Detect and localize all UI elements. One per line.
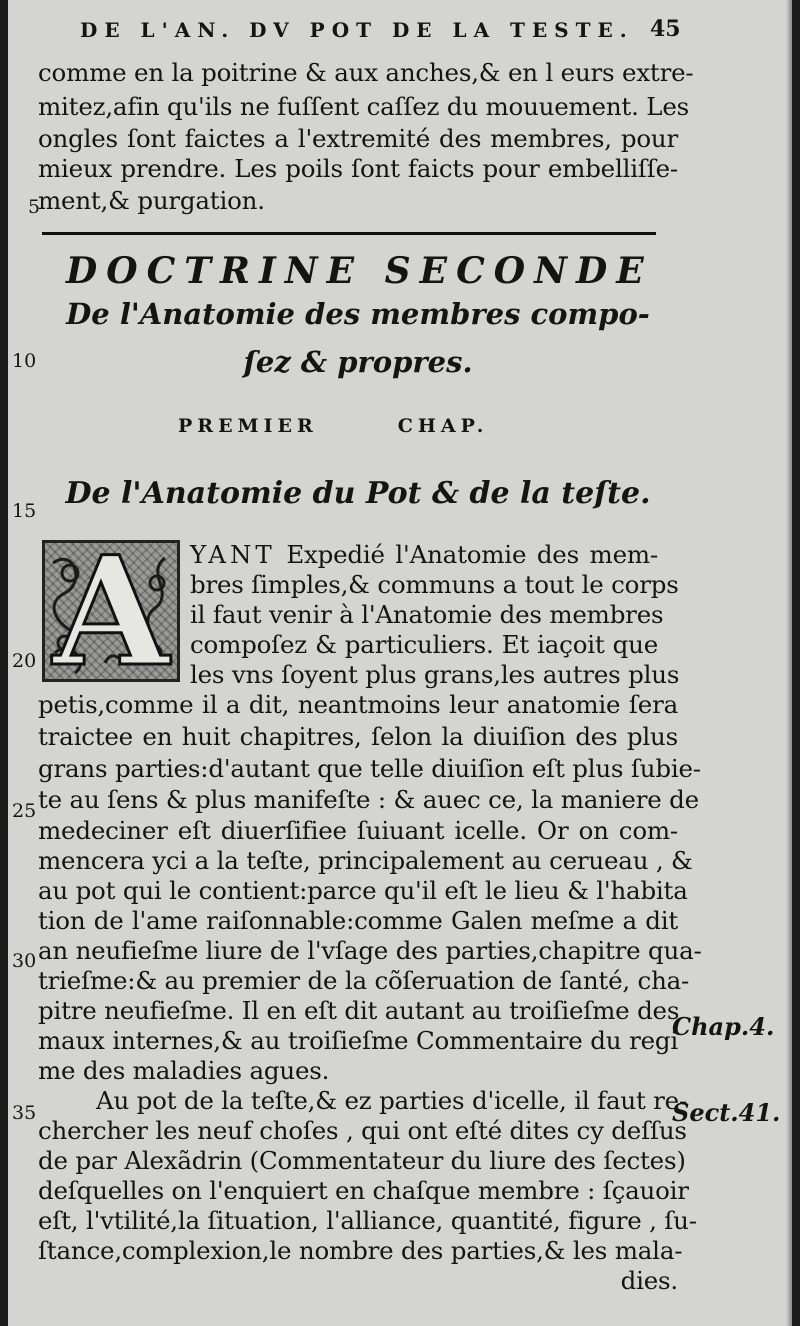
- chapter-heading: [178, 415, 488, 437]
- text-line: mieux prendre. Les poils ſont faicts pour embelliſſe-: [38, 154, 678, 183]
- text-line: au pot qui le contient:parce qu'il eſt le lieu & l'habita: [38, 876, 688, 905]
- text-line: pitre neufieſme. Il en eſt dit autant au troiſieſme des: [38, 996, 680, 1025]
- text-line: les vns ſoyent plus grans,les autres plus: [190, 660, 680, 689]
- text-line: chercher les neuf choſes , qui ont eſté dites cy deſſus: [38, 1116, 687, 1145]
- doctrine-subtitle-line: De l'Anatomie des membres compo-: [66, 297, 650, 331]
- text-line: grans parties:d'autant que telle diuiſion eſt plus ſubie-: [38, 754, 701, 783]
- line-number: 20: [12, 650, 37, 672]
- text-line: [190, 540, 658, 569]
- text-line: deſquelles on l'enquiert en chaſque membre : ſçauoir: [38, 1176, 689, 1205]
- line-number: 15: [12, 500, 37, 522]
- doctrine-subtitle-line: ſez & propres.: [243, 345, 473, 379]
- line-number: 25: [12, 800, 37, 822]
- text-line: eſt, l'vtilité,la ſituation, l'alliance, quantité, figure , ſu-: [38, 1206, 697, 1235]
- chapter-title: De l'Anatomie du Pot & de la teſte.: [65, 476, 651, 511]
- page-number: 45: [650, 16, 681, 42]
- text-line: ongles ſont faictes a l'extremité des membres, pour: [38, 124, 678, 153]
- text-line: ment,& purgation.: [38, 186, 265, 215]
- drop-cap-letter: A: [52, 524, 170, 700]
- text-line: Au pot de la teſte,& ez parties d'icelle, il faut re-: [96, 1086, 688, 1115]
- running-head: DE L'AN. DV POT DE LA TESTE.: [80, 18, 634, 42]
- text-line: maux internes,& au troiſieſme Commentaire du regi: [38, 1026, 678, 1055]
- text-line: medeciner eſt diuerſifiee ſuiuant icelle. Or on com-: [38, 816, 678, 845]
- text-line: petis,comme il a dit, neantmoins leur anatomie ſera: [38, 690, 678, 719]
- text-line: tion de l'ame raiſonnable:comme Galen meſme a dit: [38, 906, 678, 935]
- line-number: 5: [28, 196, 41, 218]
- text-line: mitez,afin qu'ils ne fuſſent caſſez du mouuement. Les: [38, 92, 689, 121]
- line-number: 30: [12, 950, 37, 972]
- chapter-heading-word: PREMIER: [178, 415, 318, 437]
- book-page: [8, 0, 792, 1326]
- section-rule: [42, 232, 656, 235]
- text-line: il faut venir à l'Anatomie des membres: [190, 600, 664, 629]
- line-number: 35: [12, 1102, 37, 1124]
- text-line: compoſez & particuliers. Et iaçoit que: [190, 630, 658, 659]
- text-line: comme en la poitrine & aux anches,& en l eurs extre-: [38, 58, 694, 87]
- decorated-initial: [42, 524, 180, 700]
- chapter-heading-word: CHAP.: [397, 415, 489, 437]
- doctrine-title: DOCTRINE SECONDE: [66, 250, 653, 292]
- margin-reference: Chap.4.: [672, 1012, 775, 1041]
- text-line: dies.: [620, 1266, 678, 1295]
- text-line: an neufieſme liure de l'vſage des parties,chapitre qua-: [38, 936, 702, 965]
- text-line: bres ſimples,& communs a tout le corps: [190, 570, 679, 599]
- text-line: ſtance,complexion,le nombre des parties,& les mala-: [38, 1236, 683, 1265]
- text-line: te au ſens & plus manifeſte : & auec ce, la maniere de: [38, 785, 699, 814]
- text-line: traictee en huit chapitres, ſelon la diuiſion des plus: [38, 722, 678, 751]
- margin-reference: Sect.41.: [672, 1098, 781, 1127]
- text-line: mencera yci a la teſte, principalement au cerueau , &: [38, 846, 693, 875]
- small-caps-word: YANT: [190, 540, 276, 569]
- text-line: de par Alexãdrin (Commentateur du liure des ſectes): [38, 1146, 686, 1175]
- line-number: 10: [12, 350, 37, 372]
- text-line-rest: Expedié l'Anatomie des mem-: [286, 540, 658, 569]
- text-line: trieſme:& au premier de la cõſeruation de ſanté, cha-: [38, 966, 690, 995]
- text-line: me des maladies agues.: [38, 1056, 330, 1085]
